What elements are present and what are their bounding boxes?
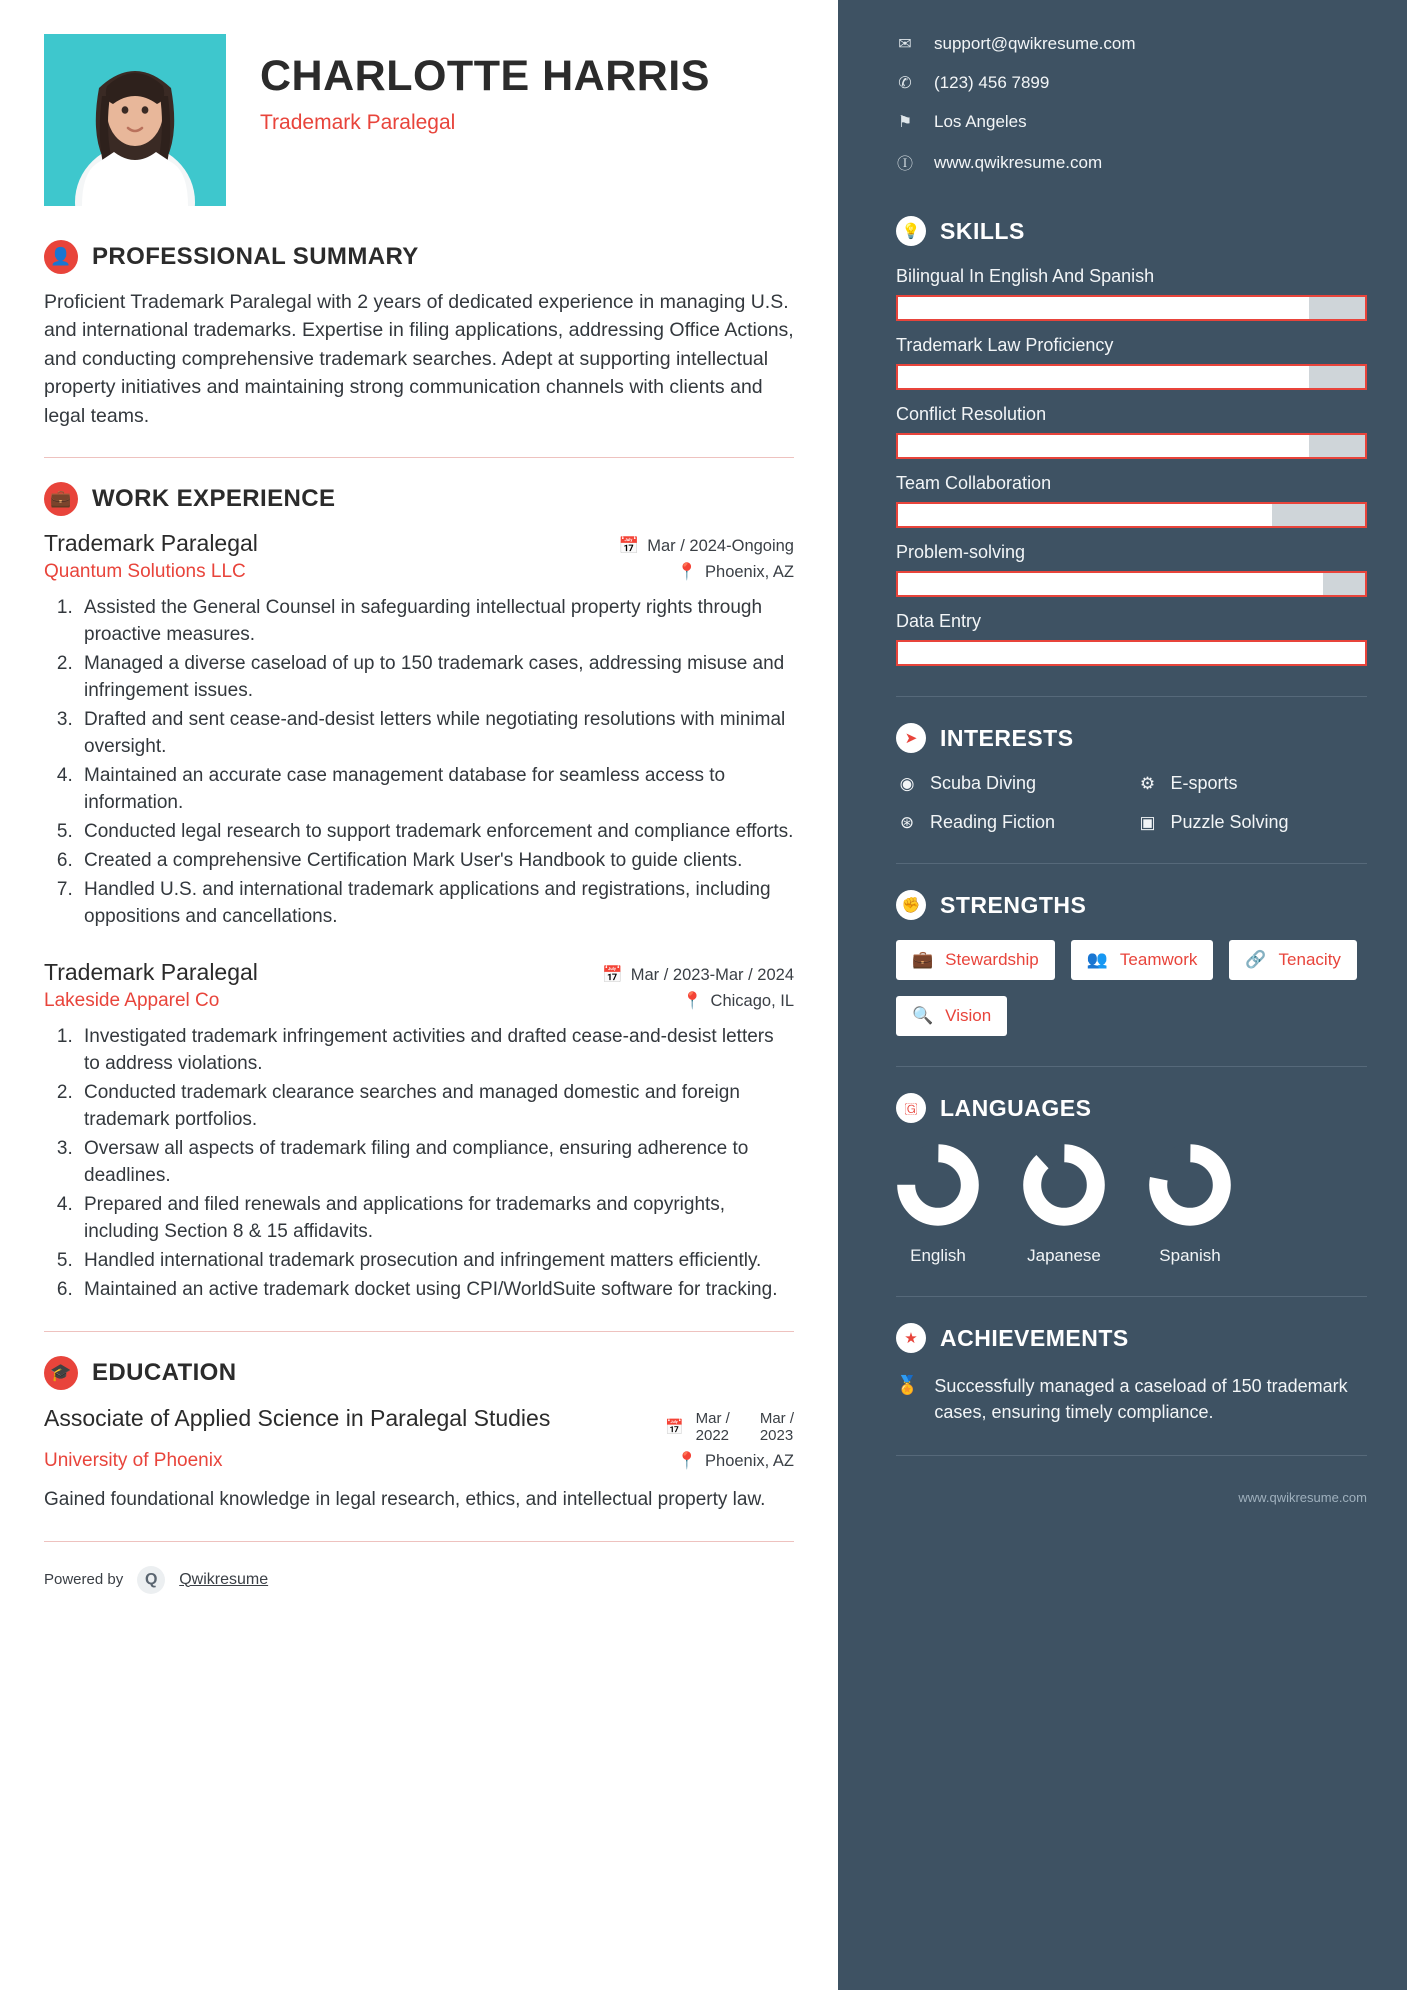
language-item [896,1143,980,1266]
strength-label: Teamwork [1119,950,1198,969]
contact-phone-value: (123) 456 7899 [934,73,1050,92]
skill-item [896,542,1367,597]
interest-label: Puzzle Solving [1170,812,1289,832]
interest-item [896,812,1127,833]
section-header [896,1093,1367,1123]
calendar-icon: 📅 [618,537,640,556]
skill-label: Trademark Law Proficiency [896,335,1114,355]
job-location-text: Chicago, IL [710,991,794,1010]
section-professional-summary [44,240,794,430]
language-label: English [910,1246,966,1265]
glasses-icon: ⊛ [899,812,915,832]
contact-location-value: Los Angeles [934,112,1027,131]
globe-icon: Ⓘ [896,156,913,173]
skill-bar-fill [898,297,1309,319]
calendar-icon: 📅 [664,1418,684,1436]
job-bullets [78,1024,794,1304]
contact-email-value: support@qwikresume.com [934,34,1136,53]
job-dates-text: Mar / 2024-Ongoing [647,537,794,556]
section-strengths [896,890,1367,1036]
fist-icon: ✊ [896,890,926,920]
interest-label: Reading Fiction [930,812,1056,832]
section-title: SKILLS [940,217,1025,244]
language-donut-chart [1022,1143,1106,1227]
section-title: WORK EXPERIENCE [92,485,336,513]
strength-label: Stewardship [945,950,1039,969]
contact-website[interactable] [896,151,1367,174]
job-dates-text: Mar / 2023-Mar / 2024 [630,965,794,984]
section-achievements [896,1323,1367,1425]
paper-plane-icon: ➤ [896,723,926,753]
list-item: 1. Investigated trademark infringement activities and drafted cease-and-desist letters to address violations. [78,1024,794,1078]
edu-end-year: 2023 [759,1426,794,1444]
skill-bar-fill [898,366,1309,388]
skill-item [896,266,1367,321]
skill-item [896,611,1367,666]
education-location [676,1452,794,1471]
strength-item [1229,940,1357,980]
language-item [1022,1143,1106,1266]
skill-bar [896,295,1367,321]
skill-item [896,473,1367,528]
language-donut-chart [1148,1143,1232,1227]
contact-phone[interactable] [896,73,1367,93]
briefcase-icon: 💼 [44,482,78,516]
section-title: PROFESSIONAL SUMMARY [92,243,419,270]
section-work-experience [44,482,794,1303]
education-location-text: Phoenix, AZ [705,1452,794,1471]
interest-label: Scuba Diving [930,773,1037,793]
location-icon: ⚑ [897,114,913,131]
strength-item [896,996,1007,1036]
resume-header [44,34,794,206]
skill-bar [896,364,1367,390]
binoculars-icon: 🔍 [912,1006,934,1025]
job-role: Trademark Paralegal [44,530,258,557]
skill-bar [896,640,1367,666]
edu-start-year: 2022 [695,1426,730,1444]
list-item: 4. Maintained an accurate case management database for seamless access to information. [78,763,794,817]
divider [896,1066,1367,1067]
strength-item [896,940,1055,980]
section-education [44,1356,794,1514]
star-badge-icon: ★ [896,1323,926,1353]
list-item: 4. Prepared and filed renewals and applications for trademarks and copyrights, including Section 8 & 15 affidavits. [78,1192,794,1246]
interest-item [896,773,1127,794]
list-item: 5. Conducted legal research to support trademark enforcement and compliance efforts. [78,819,794,846]
job-bullets [78,595,794,931]
section-header [44,482,794,516]
language-item [1148,1143,1232,1266]
interest-item [1137,812,1368,833]
education-description: Gained foundational knowledge in legal research, ethics, and intellectual property law. [44,1489,766,1511]
contact-website-value: www.qwikresume.com [934,152,1103,172]
interest-label: E-sports [1170,773,1238,793]
skill-bar-fill [898,504,1272,526]
list-item: 7. Handled U.S. and international trademark applications and registrations, including oppositions and cancellations. [78,877,794,931]
divider [44,457,794,458]
divider [896,1296,1367,1297]
language-donut-chart [896,1143,980,1227]
skill-bar [896,433,1367,459]
work-entry [44,530,794,931]
skill-bar-fill [898,642,1365,664]
gamepad-icon: ⚙ [1139,773,1156,793]
skill-bar [896,571,1367,597]
avatar [44,34,226,206]
list-item: 1. Assisted the General Counsel in safeguarding intellectual property rights through proactive measures. [78,595,794,649]
section-skills [896,216,1367,666]
achievement-text: Successfully managed a caseload of 150 trademark cases, ensuring timely compliance. [934,1376,1348,1423]
interest-item [1137,773,1368,794]
job-location [682,992,794,1011]
edu-start-month: Mar / [695,1409,730,1427]
pin-icon: 📍 [676,1452,698,1471]
skill-label: Data Entry [896,611,982,631]
section-title: ACHIEVEMENTS [940,1324,1129,1351]
job-location-text: Phoenix, AZ [705,563,794,582]
list-item: 5. Handled international trademark prosecution and infringement matters efficiently. [78,1248,794,1275]
list-item: 3. Oversaw all aspects of trademark filing and compliance, ensuring adherence to deadlines. [78,1136,794,1190]
summary-text: Proficient Trademark Paralegal with 2 years of dedicated experience in managing U.S. and international trademarks. Expertise in filing applications, addressing Office Actions, and conducting comprehensive trademark searches. Adept at supporting intellectual property initiatives and maintaining strong communication channels with clients and legal teams. [44,291,794,427]
contact-location [896,112,1367,132]
section-title: STRENGTHS [940,891,1087,918]
calendar-icon: 📅 [602,965,623,984]
job-title: Trademark Paralegal [260,110,456,134]
list-item: 3. Drafted and sent cease-and-desist letters while negotiating resolutions with minimal oversight. [78,707,794,761]
section-header [44,240,794,274]
graduation-icon: 🎓 [44,1356,78,1390]
list-item: 2. Conducted trademark clearance searches and managed domestic and foreign trademark portfolios. [78,1080,794,1134]
section-title: INTERESTS [940,724,1074,751]
puzzle-icon: ▣ [1139,812,1156,832]
name-block [260,34,710,135]
job-dates [602,966,794,985]
translate-icon: 🇬 [896,1093,926,1123]
phone-icon: ✆ [898,75,912,92]
section-header [896,723,1367,753]
section-header [896,890,1367,920]
sidebar-footer-url: www.qwikresume.com [1238,1490,1367,1506]
education-dates [665,1404,794,1445]
job-dates [619,537,794,556]
skill-item [896,335,1367,390]
contact-email[interactable] [896,34,1367,54]
qwikresume-link[interactable]: Qwikresume [179,1570,269,1588]
toolbox-icon: 💼 [912,950,934,969]
list-item: 6. Maintained an active trademark docket using CPI/WorldSuite software for tracking. [78,1277,794,1304]
link-icon: 🔗 [1245,950,1267,969]
skill-item [896,404,1367,459]
languages-list [896,1143,1367,1266]
list-item: 6. Created a comprehensive Certification Mark User's Handbook to guide clients. [78,848,794,875]
page-title: CHARLOTTE HARRIS [260,52,710,100]
diving-mask-icon: ◉ [899,773,915,793]
education-school: University of Phoenix [44,1450,223,1472]
divider [44,1331,794,1332]
strengths-list [896,940,1367,1036]
job-role: Trademark Paralegal [44,958,258,985]
education-degree: Associate of Applied Science in Paralegal Studies [44,1404,551,1431]
divider [44,1541,794,1542]
interests-list [896,773,1367,833]
achievement-item [896,1373,1367,1425]
language-label: Japanese [1027,1246,1101,1265]
skill-label: Problem-solving [896,542,1026,562]
divider [896,863,1367,864]
skill-bar-fill [898,435,1309,457]
user-icon: 👤 [44,240,78,274]
skill-label: Bilingual In English And Spanish [896,266,1155,286]
work-entry [44,959,794,1304]
skill-bar-fill [898,573,1323,595]
pin-icon: 📍 [681,991,703,1010]
footer-branding [44,1566,794,1620]
section-header [44,1356,794,1390]
divider [896,1455,1367,1456]
section-header [896,216,1367,246]
skill-label: Team Collaboration [896,473,1052,493]
section-title: LANGUAGES [940,1094,1092,1121]
skill-bar [896,502,1367,528]
strength-item [1071,940,1214,980]
job-location [676,563,794,582]
list-item: 2. Managed a diverse caseload of up to 150 trademark cases, addressing misuse and infringement issues. [78,651,794,705]
job-company: Lakeside Apparel Co [44,989,220,1011]
lightbulb-icon: 💡 [896,216,926,246]
job-company: Quantum Solutions LLC [44,561,246,583]
section-title: EDUCATION [92,1358,237,1386]
strength-label: Tenacity [1278,950,1341,969]
section-languages [896,1093,1367,1266]
divider [896,696,1367,697]
qwikresume-logo-icon: Q [137,1566,165,1594]
sidebar [838,0,1407,1990]
skill-label: Conflict Resolution [896,404,1047,424]
powered-by-label: Powered by [44,1571,124,1589]
edu-end-month: Mar / [759,1409,794,1427]
strength-label: Vision [945,1006,992,1025]
section-interests [896,723,1367,833]
language-label: Spanish [1159,1246,1221,1265]
email-icon: ✉ [898,36,912,53]
trophy-icon: 🏅 [896,1375,919,1395]
pin-icon: 📍 [676,563,698,582]
people-icon: 👥 [1086,950,1108,969]
contact-list [896,34,1367,174]
section-header [896,1323,1367,1353]
